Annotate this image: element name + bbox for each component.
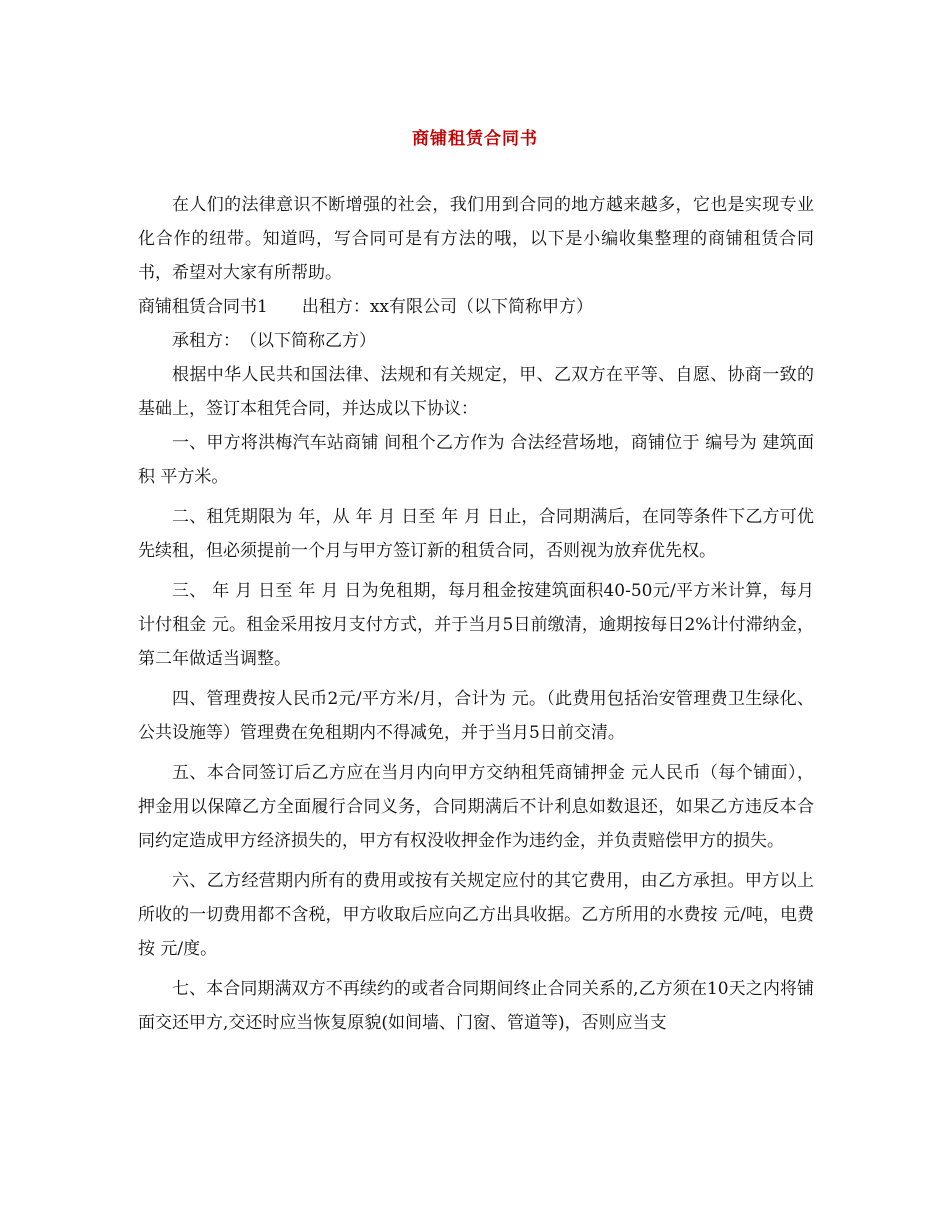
intro-paragraph: 在人们的法律意识不断增强的社会，我们用到合同的地方越来越多，它也是实现专业化合作的纽带。知道吗，写合同可是有方法的哦，以下是小编收集整理的商铺租赁合同书，希望对大家有所帮助。 <box>138 195 814 283</box>
contract-heading-line: 商铺租赁合同书1 出租方：xx有限公司（以下简称甲方） <box>138 297 593 317</box>
clause-6: 六、乙方经营期内所有的费用或按有关规定应付的其它费用，由乙方承担。甲方以上所收的一切费用都不含税，甲方收取后应向乙方出具收据。乙方所用的水费按 元/吨，电费按 元/度。 <box>138 871 814 959</box>
document-body <box>138 188 814 1040</box>
clause-2: 二、租凭期限为 年，从 年 月 日至 年 月 日止，合同期满后，在同等条件下乙方可优先续租，但必须提前一个月与甲方签订新的租赁合同，否则视为放弃优先权。 <box>138 507 814 561</box>
document-title: 商铺租赁合同书 <box>412 129 538 149</box>
clause-4: 四、管理费按人民币2元/平方米/月，合计为 元。（此费用包括治安管理费卫生绿化、公共设施等）管理费在免租期内不得减免，并于当月5日前交清。 <box>138 689 814 743</box>
clause-5: 五、本合同签订后乙方应在当月内向甲方交纳租凭商铺押金 元人民币（每个铺面），押金用以保障乙方全面履行合同义务，合同期满后不计利息如数退还，如果乙方违反本合同约定造成甲方经济损失的，甲方有权没收押金作为违约金，并负责赔偿甲方的损失。 <box>138 763 814 851</box>
preamble-paragraph: 根据中华人民共和国法律、法规和有关规定，甲、乙双方在平等、自愿、协商一致的基础上，签订本租凭合同，并达成以下协议： <box>138 365 814 419</box>
clause-3: 三、 年 月 日至 年 月 日为免租期，每月租金按建筑面积40-50元/平方米计算，每月计付租金 元。租金采用按月支付方式，并于当月5日前缴清，逾期按每日2%计付滞纳金，第二年做适当调整。 <box>138 581 814 669</box>
clause-1: 一、甲方将洪梅汽车站商铺 间租个乙方作为 合法经营场地，商铺位于 编号为 建筑面积 平方米。 <box>138 433 814 487</box>
clause-7: 七、本合同期满双方不再续约的或者合同期间终止合同关系的,乙方须在10天之内将铺面交还甲方,交还时应当恢复原貌(如间墙、门窗、管道等)，否则应当支 <box>138 979 814 1033</box>
lessee-line: 承租方： （以下简称乙方） <box>172 331 376 351</box>
